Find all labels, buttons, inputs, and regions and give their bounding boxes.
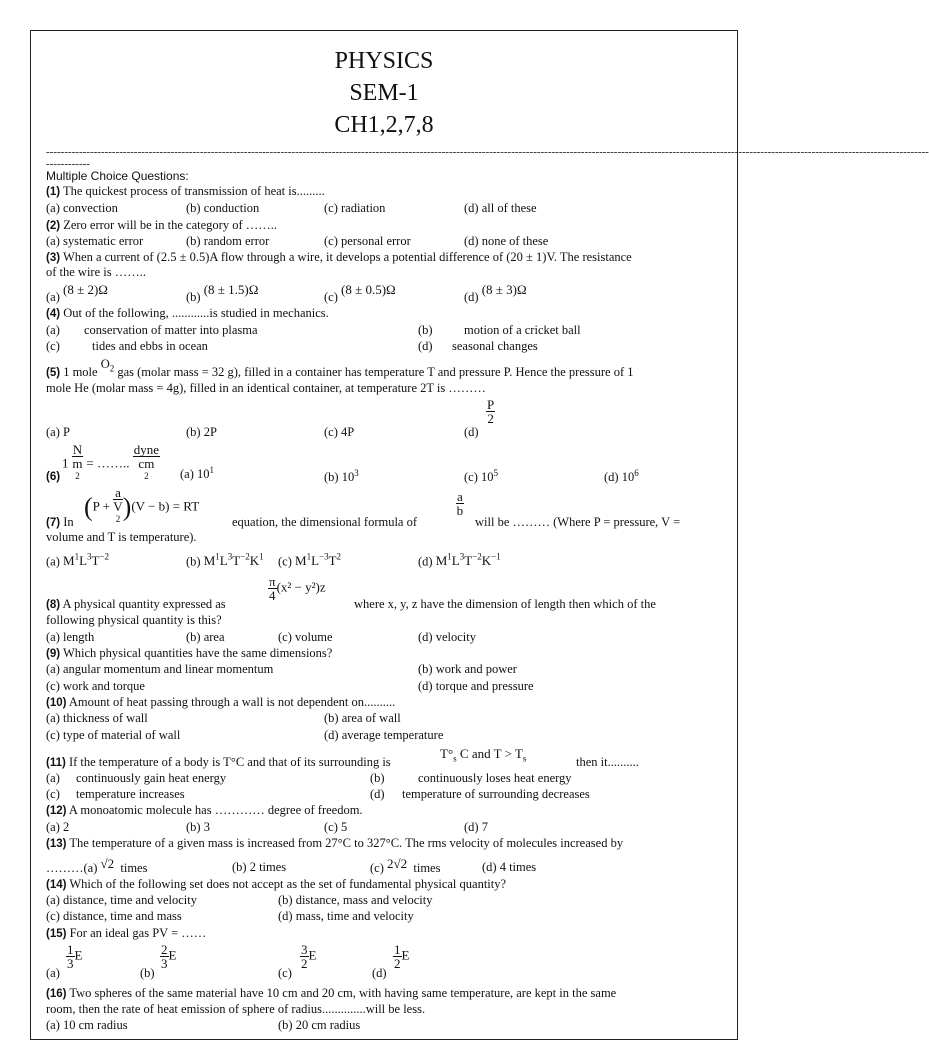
q14-option-b: (b) distance, mass and velocity [278,893,433,907]
q3-option-c: (c) (8 ± 0.5)Ω [324,282,396,304]
question-6: (6) [46,471,61,483]
q15-option-c: $\frac{3}{2}$ E [301,942,317,971]
semester-title: SEM-1 [349,80,419,106]
question-8-mid: where x, y, z have the dimension of length then which of the [354,597,656,611]
q4-option-c: tides and ebbs in ocean [92,339,208,353]
q9-option-c: (c) work and torque [46,679,145,693]
q11-option-c-label: (c) [46,787,60,801]
question-15: (15) For an ideal gas PV = …… [46,926,207,940]
q15-option-b: $\frac{2}{3}$ E [161,942,177,971]
q11-expression: $T^\circ_s$ C and $T > T_s$ [440,746,527,764]
q9-option-a: (a) angular momentum and linear momentum [46,662,274,676]
question-8-cont: following physical quantity is this? [46,613,222,627]
q11-option-b: continuously loses heat energy [418,771,572,785]
q15-option-c-label: (c) [278,966,292,980]
question-2: (2) Zero error will be in the category of …….. [46,218,277,232]
separator-tail: ------------ [46,158,90,170]
q5-option-d-label: (d) [464,425,479,439]
question-7-mid: equation, the dimensional formula of [232,515,418,529]
q9-option-d: (d) torque and pressure [418,679,534,693]
q12-option-a: (a) 2 [46,820,70,834]
question-3-cont: of the wire is …….. [46,265,146,279]
question-4: (4) Out of the following, ............is studied in mechanics. [46,306,329,320]
q14-option-d: (d) mass, time and velocity [278,909,414,923]
q12-option-d: (d) 7 [464,820,488,834]
q4-option-c-label: (c) [46,339,60,353]
q11-option-a-label: (a) [46,771,60,785]
q6-option-b: (b) $10^3$ [324,468,359,485]
q3-option-d: (d) (8 ± 3)Ω [464,282,527,304]
q6-option-c: (c) $10^5$ [464,468,498,485]
question-13: (13) The temperature of a given mass is increased from 27°C to 327°C. The rms velocity of molecules increased by [46,836,624,850]
question-16: (16) Two spheres of the same material have 10 cm and 20 cm, with having same temperature, are kept in the same [46,986,617,1000]
q16-option-b: (b) 20 cm radius [278,1018,361,1032]
question-3: (3) When a current of (2.5 ± 0.5)A flow through a wire, it develops a potential difference of (20 ± 1)V. The resistance [46,250,632,264]
q5-option-a: (a) P [46,425,70,439]
q10-option-c: (c) type of material of wall [46,728,181,742]
q4-option-a-label: (a) [46,323,60,337]
q11-option-c: temperature increases [76,787,185,801]
q7-option-a: (a) $M^1L^3T^{-2}$ [46,552,110,569]
question-14: (14) Which of the following set does not accept as the set of fundamental physical quantity? [46,877,507,891]
q15-option-a: $\frac{1}{3}$ E [67,942,83,971]
q1-option-a: (a) convection [46,201,118,215]
q1-option-b: (b) conduction [186,201,260,215]
q5-option-d-fraction: $\frac{P}{2}$ [487,397,495,426]
q5-option-c: (c) 4P [324,425,355,439]
q7-option-d: (d) $M^1L^3T^{-2}K^{-1}$ [418,552,501,569]
q11-option-a: continuously gain heat energy [76,771,227,785]
q13-option-c: (c) 2√2 times [370,856,441,875]
question-5: (5) 1 mole $O_2$ gas (molar mass = 32 g), filled in a container has temperature T and pressure P. Hence the pressure of 1 [46,357,634,379]
q13-option-d: (d) 4 times [482,860,537,874]
question-7-tail: will be ……… (Where P = pressure, V = [475,515,681,529]
question-8: (8) A physical quantity expressed as [46,597,226,611]
subject-title: PHYSICS [334,48,434,74]
q9-option-b: (b) work and power [418,662,517,676]
q13-option-a: ………(a) √2 times [46,856,148,875]
q2-option-a: (a) systematic error [46,234,144,248]
question-10: (10) Amount of heat passing through a wall is not dependent on.......... [46,695,396,709]
q7-option-b: (b) $M^1L^3T^{-2}K^1$ [186,552,264,569]
chapters-title: CH1,2,7,8 [334,112,434,138]
q15-option-d-label: (d) [372,966,387,980]
q11-option-d: temperature of surrounding decreases [402,787,590,801]
question-7-cont: volume and T is temperature). [46,530,197,544]
q4-option-d-label: (d) [418,339,433,353]
q14-option-a: (a) distance, time and velocity [46,893,197,907]
q1-option-c: (c) radiation [324,201,386,215]
q15-option-a-label: (a) [46,966,60,980]
q4-option-a: conservation of matter into plasma [84,323,258,337]
q6-expression: 1 N m $^2$ = …….. dyne cm $^2$ [62,442,160,481]
question-5-cont: mole He (molar mass = 4g), filled in an identical container, at temperature 2T is ……… [46,381,486,395]
question-7: (7) In [46,515,74,529]
q8-option-b: (b) area [186,630,225,644]
q15-option-b-label: (b) [140,966,155,980]
q15-option-d: $\frac{1}{2}$ E [394,942,410,971]
question-1: (1) The quickest process of transmission of heat is......... [46,184,325,198]
question-12: (12) A monoatomic molecule has ………… degree of freedom. [46,803,363,817]
question-16-cont: room, then the rate of heat emission of sphere of radius..............will be less. [46,1002,426,1016]
q2-option-b: (b) random error [186,234,270,248]
q8-option-c: (c) volume [278,630,333,644]
q2-option-d: (d) none of these [464,234,549,248]
q16-option-a: (a) 10 cm radius [46,1018,128,1032]
q10-option-b: (b) area of wall [324,711,401,725]
q1-option-d: (d) all of these [464,201,537,215]
q14-option-c: (c) distance, time and mass [46,909,182,923]
q3-option-a: (a) (8 ± 2)Ω [46,282,108,304]
q12-option-b: (b) 3 [186,820,210,834]
q4-option-b: motion of a cricket ball [464,323,581,337]
question-11-tail: then it.......... [576,755,639,769]
q11-option-b-label: (b) [370,771,385,785]
q10-option-a: (a) thickness of wall [46,711,148,725]
q4-option-d: seasonal changes [452,339,538,353]
q7-vanderwaals-equation: (P + a V $^2$ )(V − b) = RT [84,485,200,524]
q8-option-d: (d) velocity [418,630,476,644]
q8-option-a: (a) length [46,630,95,644]
q6-option-a: (a) $10^1$ [180,465,214,482]
q10-option-d: (d) average temperature [324,728,444,742]
q11-option-d-label: (d) [370,787,385,801]
question-11: (11) If the temperature of a body is T°C and that of its surrounding is [46,755,391,769]
q7-a-over-b: $\frac{a}{b}$ [456,489,464,518]
section-heading: Multiple Choice Questions: [46,169,189,183]
q5-option-b: (b) 2P [186,425,217,439]
separator-line: ------------------------------------------------------------------------------------------------------------------------------------------------------------------------------------------------------------------------------------------------- [46,146,929,158]
question-9: (9) Which physical quantities have the same dimensions? [46,646,333,660]
q4-option-b-label: (b) [418,323,433,337]
q13-option-b: (b) 2 times [232,860,287,874]
q2-option-c: (c) personal error [324,234,411,248]
q7-option-c: (c) $M^1L^{-3}T^2$ [278,552,342,569]
q12-option-c: (c) 5 [324,820,348,834]
q3-option-b: (b) (8 ± 1.5)Ω [186,282,259,304]
q8-expression: $\frac{\pi}{4}$ (x² − y²)z [269,574,326,603]
q6-option-d: (d) $10^6$ [604,468,639,485]
